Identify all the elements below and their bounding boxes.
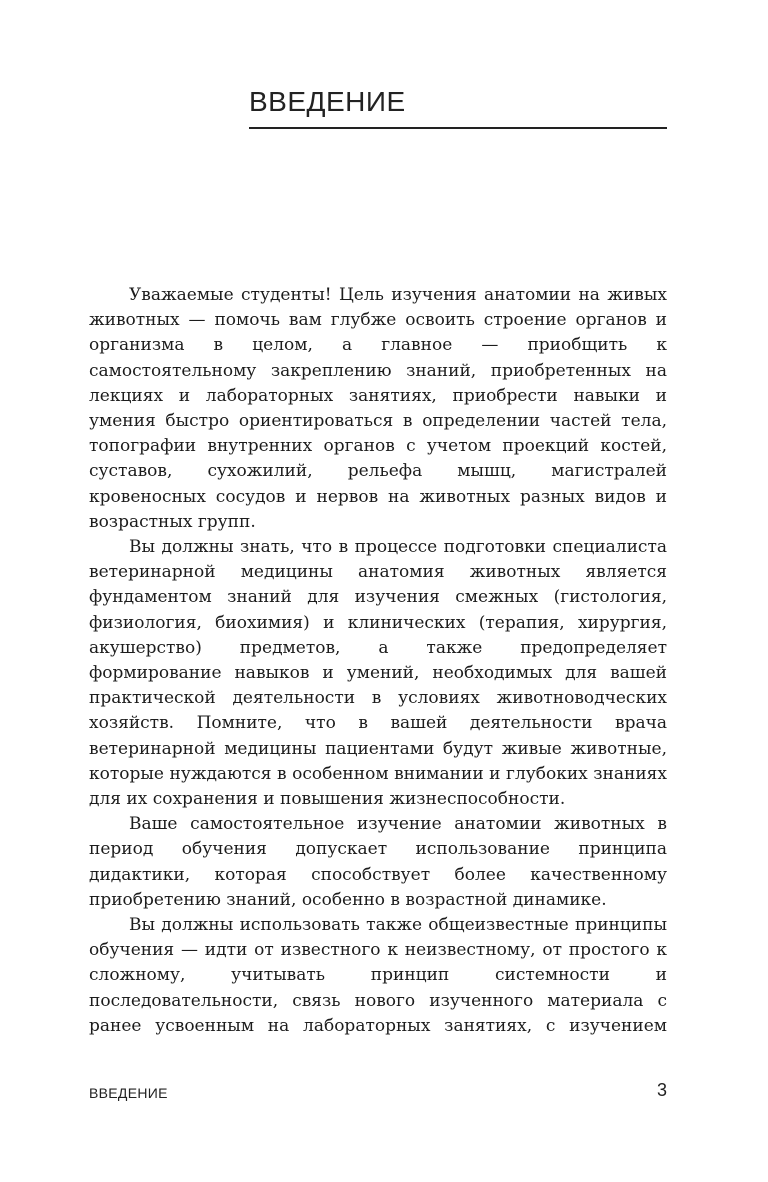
chapter-title: ВВЕДЕНИЕ [249,86,406,117]
page-number: 3 [656,1080,667,1100]
paragraph-4: Вы должны использовать также общеизвестные принципы обучения — идти от известного к неизвестному, от простого к сложному, учитывать принцип системности и последовательности, связь нового изученного материала с ранее усвоенным на лабораторных занятиях, с изучением [89,915,667,1036]
paragraph-2: Вы должны знать, что в процессе подготовки специалиста ветеринарной медицины анатомия животных является фундаментом знаний для изучения смежных (гистология, физиология, биохимия) и клинических (терапия, хирургия, акушерство) предметов, а также предопределяет формирование навыков и умений, необходимых для вашей практической деятельности в условиях животноводческих хозяйств. Помните, что в вашей деятельности врача ветеринарной медицины пациентами будут живые животные, которые нуждаются в особенном внимании и глубоких знаниях для их сохранения и повышения жизнеспособности. [89,537,667,810]
running-head: ВВЕДЕНИЕ [89,1085,168,1101]
title-rule [249,127,667,129]
body-text [89,283,667,1039]
paragraph-3: Ваше самостоятельное изучение анатомии животных в период обучения допускает использование принципа дидактики, которая способствует более качественному приобретению знаний, особенно в возрастной динамике. [89,814,667,910]
paragraph-1: Уважаемые студенты! Цель изучения анатомии на живых животных — помочь вам глубже освоить строение органов и организма в целом, а главное — приобщить к самостоятельному закреплению знаний, приобретенных на лекциях и лабораторных занятиях, приобрести навыки и умения быстро ориентироваться в определении частей тела, топографии внутренних органов с учетом проекций костей, суставов, сухожилий, рельефа мышц, магистралей кровеносных сосудов и нервов на животных разных видов и возрастных групп. [89,285,667,532]
